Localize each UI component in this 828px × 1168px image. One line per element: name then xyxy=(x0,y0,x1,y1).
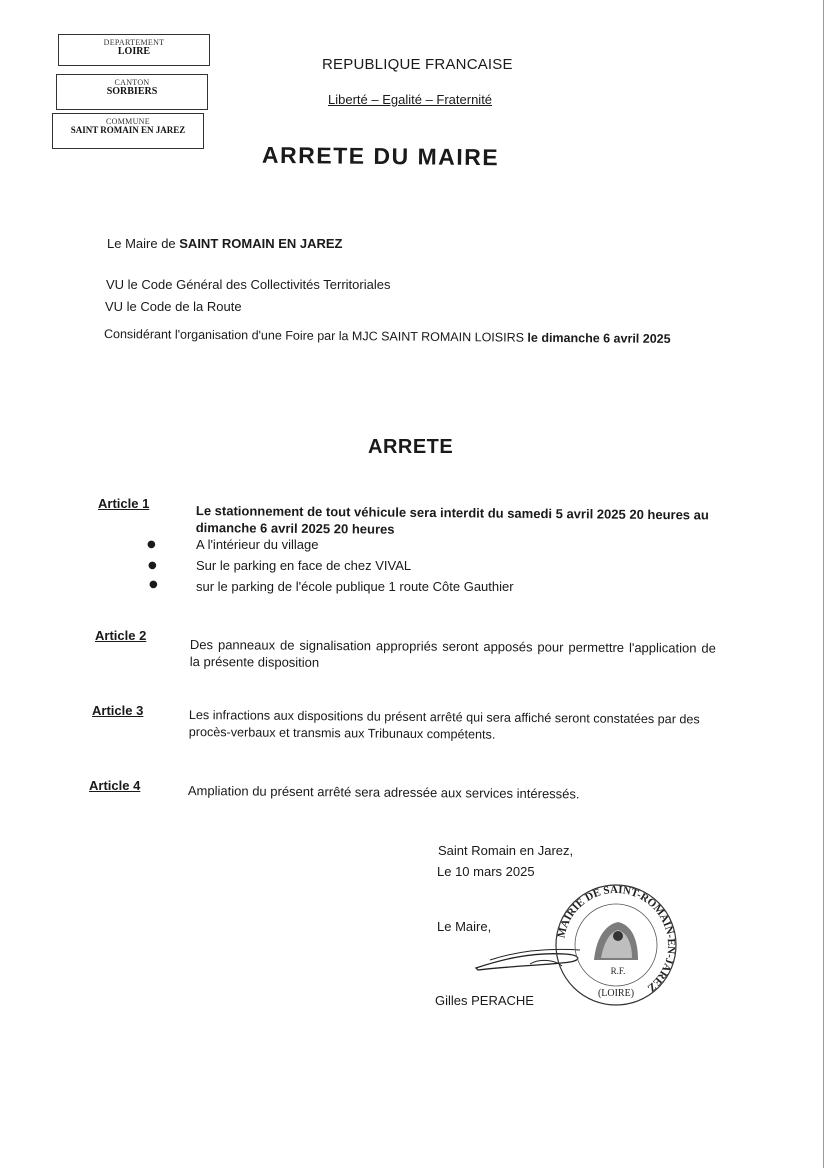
article-3-label: Article 3 xyxy=(92,703,144,718)
article-1-bullet-3: sur le parking de l'école publique 1 route Côte Gauthier xyxy=(196,579,514,594)
article-1-bullet-2: Sur le parking en face de chez VIVAL xyxy=(196,558,412,573)
article-1-bullet-1: A l'intérieur du village xyxy=(196,537,319,552)
article-2-label: Article 2 xyxy=(95,628,147,643)
canton-value: SORBIERS xyxy=(106,86,158,98)
article-3-text: Les infractions aux dispositions du présent arrêté qui sera affiché seront constatées par des procès-verbaux et transmis aux Tribunaux compétents. xyxy=(188,707,700,742)
mayor-commune: SAINT ROMAIN EN JAREZ xyxy=(179,236,343,251)
vu-code-route-line: VU le Code de la Route xyxy=(105,299,242,314)
considerant-date: le dimanche 6 avril 2025 xyxy=(527,330,671,346)
canton-box xyxy=(56,74,208,110)
signatory-name: Gilles PERACHE xyxy=(435,993,534,1008)
article-4-text: Ampliation du présent arrêté sera adressée aux services intéressés. xyxy=(187,782,580,802)
bullet-dot: ● xyxy=(148,560,157,571)
signature-date: Le 10 mars 2025 xyxy=(437,864,535,879)
departement-value: LOIRE xyxy=(117,46,151,58)
considerant-prefix: Considérant l'organisation d'une Foire par la MJC SAINT ROMAIN LOISIRS xyxy=(103,327,528,345)
commune-value: SAINT ROMAIN EN JAREZ xyxy=(70,125,186,136)
departement-box xyxy=(58,34,210,66)
official-stamp xyxy=(546,880,686,1010)
document-title: ARRETE DU MAIRE xyxy=(261,141,500,171)
article-1-label: Article 1 xyxy=(98,496,150,511)
departement-label: DEPARTEMENT xyxy=(103,38,165,47)
mayor-line xyxy=(107,236,343,251)
scan-edge-line xyxy=(823,0,824,1168)
stamp-bottom-text: (LOIRE) xyxy=(597,988,635,999)
republic-heading: REPUBLIQUE FRANCAISE xyxy=(322,56,513,73)
article-4-label: Article 4 xyxy=(89,778,141,793)
stamp-ring-text: MAIRIE DE SAINT-ROMAIN-EN-JAREZ xyxy=(555,883,678,994)
signature-role: Le Maire, xyxy=(437,919,492,934)
vu-cgct-line: VU le Code Général des Collectivités Territoriales xyxy=(106,277,391,292)
decision-title: ARRETE xyxy=(368,436,454,458)
stamp-center-text: R.F. xyxy=(610,966,626,976)
stamp-emblem xyxy=(594,922,638,960)
bullet-dot: ● xyxy=(147,539,156,550)
signature-place: Saint Romain en Jarez, xyxy=(438,843,574,858)
commune-box xyxy=(52,113,204,149)
considerant-line xyxy=(104,327,671,346)
mayor-prefix: Le Maire de xyxy=(107,236,180,251)
bullet-dot: ● xyxy=(149,579,158,590)
commune-label: COMMUNE xyxy=(106,117,150,126)
national-motto: Liberté – Egalité – Fraternité xyxy=(328,92,493,107)
article-1-text: Le stationnement de tout véhicule sera interdit du samedi 5 avril 2025 20 heures au dimanche 6 avril 2025 20 heures xyxy=(195,502,709,537)
canton-label: CANTON xyxy=(114,78,150,87)
article-2-text: Des panneaux de signalisation appropriés seront apposés pour permettre l'application de la présente disposition xyxy=(189,637,716,670)
